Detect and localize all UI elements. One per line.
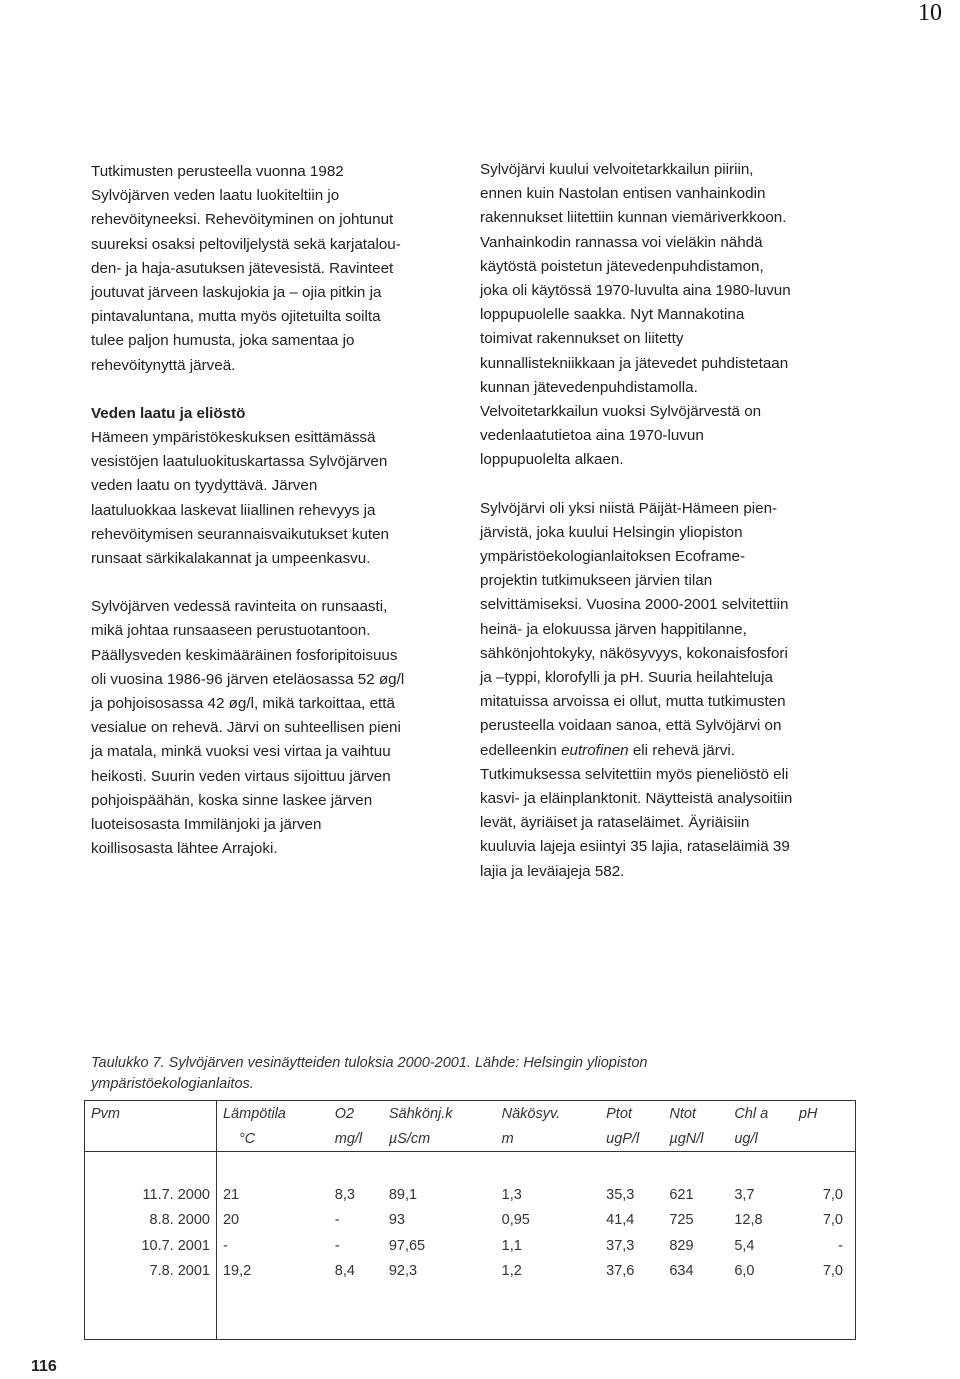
text-line: järvistä, joka kuului Helsingin yliopiston <box>480 523 743 541</box>
unit-header: mg/l <box>329 1126 383 1152</box>
text-line: ennen kuin Nastolan entisen vanhainkodin <box>480 185 766 203</box>
table-cell: 7,0 <box>822 1263 843 1280</box>
table-cell: 12,8 <box>734 1212 763 1229</box>
table-units-row <box>85 1126 856 1152</box>
table-cell: 37,3 <box>606 1237 635 1254</box>
table-caption <box>91 1053 811 1095</box>
unit-header <box>85 1126 217 1152</box>
intro-paragraph <box>91 160 471 378</box>
page-number-top: 10 <box>918 0 942 26</box>
text-line: pintavaluntana, mutta myös ojitetuilta soilta <box>91 308 381 326</box>
table-cell: 6,0 <box>734 1263 755 1280</box>
table-cell: 634 <box>669 1263 694 1280</box>
text-line: rehevöitymisen seurannaisvaikutukset kuten <box>91 525 390 543</box>
table-cell: 89,1 <box>388 1186 418 1203</box>
text-line: suureksi osaksi peltoviljelystä sekä karjatalou- <box>91 235 401 253</box>
column-header: Lämpötila <box>222 1105 286 1122</box>
text-line: Päällysveden keskimääräinen fosforipitoisuus <box>91 646 398 664</box>
table-cell: 5,4 <box>734 1237 755 1254</box>
table-header-row <box>85 1101 856 1127</box>
text-line: rehevöityneeksi. Rehevöityminen on johtunut <box>91 211 394 229</box>
text-line: heinä- ja elokuussa järven happitilanne, <box>480 620 747 638</box>
text-line: sähkönjohtokyky, näkösyvyys, kokonaisfosfori <box>480 644 788 662</box>
page-number-bottom: 116 <box>31 1358 57 1375</box>
table-cell: 19,2 <box>222 1263 252 1280</box>
text-line: loppupuolelta alkaen. <box>480 451 624 469</box>
caption-line: ympäristöekologianlaitos. <box>91 1076 254 1092</box>
section-heading: Veden laatu ja eliöstö <box>91 404 246 422</box>
table-cell: 1,1 <box>501 1237 522 1254</box>
water-quality-paragraph <box>91 426 471 571</box>
text-line: ja –typpi, klorofylli ja pH. Suuria heilahteluja <box>480 669 773 687</box>
unit-header: °C <box>216 1126 328 1152</box>
text-line: oli vuosina 1986-96 järven eteläosassa 52 øg/l <box>91 670 405 688</box>
text-line: kuuluvia lajeja esiintyi 35 lajia, rataseläimiä 39 <box>480 838 790 856</box>
unit-header: ugP/l <box>600 1126 663 1152</box>
table-cell: 8.8. 2000 <box>85 1208 217 1234</box>
table-cell: 0,95 <box>501 1212 530 1229</box>
column-header: O2 <box>334 1105 355 1122</box>
text-line: Tutkimusten perusteella vuonna 1982 <box>91 163 344 180</box>
text-line: ja pohjoisosassa 42 øg/l, mikä tarkoittaa, että <box>91 695 395 713</box>
text-line: vesistöjen laatuluokituskartassa Sylvöjärven <box>91 453 388 471</box>
table-cell: 37,6 <box>606 1263 635 1280</box>
text-line: toimivat rakennukset on liitetty <box>480 330 684 348</box>
table-cell: - <box>334 1237 340 1254</box>
text-line: vesialue on rehevä. Järvi on suhteellisen pieni <box>91 719 401 737</box>
table-cell: 725 <box>669 1212 694 1229</box>
text-line: koillisosasta lähtee Arrajoki. <box>91 840 278 858</box>
unit-header: µS/cm <box>383 1126 496 1152</box>
table-cell: 829 <box>669 1237 694 1254</box>
text-line: veden laatu on tyydyttävä. Järven <box>91 477 318 495</box>
table-cell: - <box>222 1237 228 1254</box>
column-header: Sähkönj.k <box>388 1105 453 1122</box>
text-line: Tutkimuksessa selvitettiin myös pieneliöstö eli <box>480 765 789 783</box>
table-cell: - <box>838 1237 843 1254</box>
text-line: ja matala, minkä vuoksi vesi virtaa ja vaihtuu <box>91 743 391 761</box>
text-line: loppupuolelle saakka. Nyt Mannakotina <box>480 306 745 324</box>
italic-term: eutrofinen <box>561 741 629 759</box>
table-cell: 7,0 <box>822 1186 843 1203</box>
unit-header: m <box>496 1126 601 1152</box>
table-cell-empty <box>85 1152 217 1183</box>
text-line: rehevöitynyttä järveä. <box>91 356 236 374</box>
text-line: luoteisosasta Immilänjoki ja järven <box>91 816 322 834</box>
text-line: levät, äyriäiset ja rataseläimet. Äyriäisiin <box>480 814 750 832</box>
table-cell: - <box>334 1212 340 1229</box>
text-line: Velvoitetarkkailun vuoksi Sylvöjärvestä on <box>480 403 762 421</box>
text-line-with-italic <box>480 739 860 763</box>
table-row <box>85 1259 856 1285</box>
table-row <box>85 1233 856 1259</box>
text-line: joutuvat järveen laskujokia ja – ojia pitkin ja <box>91 284 382 302</box>
table-cell: 621 <box>669 1186 694 1203</box>
text-line: rakennukset liitettiin kunnan viemäriverkkoon. <box>480 209 787 227</box>
column-header: Näkösyv. <box>501 1105 561 1122</box>
text-line: projektin tutkimukseen järvien tilan <box>480 572 713 590</box>
text-line: Vanhainkodin rannassa voi vieläkin nähdä <box>480 233 763 251</box>
unit-header: µgN/l <box>663 1126 728 1152</box>
table-cell-empty <box>85 1284 217 1340</box>
text-fragment: edelleenkin <box>480 741 562 759</box>
table-cell: 7,0 <box>822 1212 843 1229</box>
text-line: Sylvöjärven veden laatu luokiteltiin jo <box>91 187 340 205</box>
text-line: runsaat särkikalakannat ja umpeenkasvu. <box>91 550 371 568</box>
table-cell: 10.7. 2001 <box>85 1233 217 1259</box>
text-line: Sylvöjärvi kuului velvoitetarkkailun piiriin, <box>480 161 754 178</box>
text-line: selvittämiseksi. Vuosina 2000-2001 selvitettiin <box>480 596 789 614</box>
table-cell: 8,3 <box>334 1186 355 1203</box>
text-line: heikosti. Suurin veden virtaus sijoittuu järven <box>91 767 391 785</box>
table-cell: 41,4 <box>606 1212 635 1229</box>
text-line: Sylvöjärvi oli yksi niistä Päijät-Hämeen pien- <box>480 499 778 517</box>
text-line: den- ja haja-asutuksen jätevesistä. Ravinteet <box>91 259 394 277</box>
text-line: käytöstä poistetun jätevedenpuhdistamon, <box>480 257 764 275</box>
text-line: laatuluokkaa laskevat liiallinen rehevyys ja <box>91 501 376 519</box>
water-sample-table <box>84 1100 856 1340</box>
table-cell: 35,3 <box>606 1186 635 1203</box>
table-spacer-row <box>85 1152 856 1183</box>
table-row <box>85 1208 856 1234</box>
caption-line: Taulukko 7. Sylvöjärven vesinäytteiden tuloksia 2000-2001. Lähde: Helsingin yliopiston <box>91 1055 648 1071</box>
table-cell: 92,3 <box>388 1263 418 1280</box>
text-line: tulee paljon humusta, joka samentaa jo <box>91 332 355 350</box>
column-header: Ptot <box>606 1105 632 1122</box>
table-cell-empty <box>216 1152 855 1183</box>
table-row <box>85 1182 856 1208</box>
right-column <box>480 158 860 884</box>
text-line: vedenlaatutietoa aina 1970-luvun <box>480 427 704 445</box>
column-header: Pvm <box>85 1101 217 1127</box>
table-cell: 97,65 <box>388 1237 426 1254</box>
table-spacer-row <box>85 1284 856 1340</box>
text-line: mitatuissa arvoissa ei ollut, mutta tutkimusten <box>480 693 786 711</box>
text-line: kunnan jätevedenpuhdistamolla. <box>480 378 698 396</box>
table-cell: 7.8. 2001 <box>85 1259 217 1285</box>
column-header: pH <box>798 1105 818 1122</box>
text-line: Sylvöjärven vedessä ravinteita on runsaasti, <box>91 598 388 616</box>
text-line: mikä johtaa runsaaseen perustuotantoon. <box>91 622 371 640</box>
table-cell: 8,4 <box>334 1263 355 1280</box>
ecoframe-paragraph <box>480 497 860 884</box>
text-line: kasvi- ja eläinplanktonit. Näytteistä analysoitiin <box>480 790 793 808</box>
text-fragment: eli rehevä järvi. <box>628 741 735 759</box>
text-line: perusteella voidaan sanoa, että Sylvöjärvi on <box>480 717 782 735</box>
unit-header <box>793 1126 856 1152</box>
unit-header: ug/l <box>728 1126 793 1152</box>
table-cell: 1,3 <box>501 1186 522 1203</box>
table-cell: 20 <box>222 1212 240 1229</box>
table-cell: 1,2 <box>501 1263 522 1280</box>
table-cell: 93 <box>388 1212 405 1229</box>
left-column <box>91 160 471 861</box>
text-line: lajia ja leväiajeja 582. <box>480 862 625 880</box>
monitoring-paragraph <box>480 158 860 473</box>
table-cell-empty <box>216 1284 855 1340</box>
text-line: joka oli käytössä 1970-luvulta aina 1980-luvun <box>480 282 791 300</box>
column-header: Ntot <box>669 1105 696 1122</box>
text-line: ympäristöekologianlaitoksen Ecoframe- <box>480 548 746 566</box>
table-cell: 3,7 <box>734 1186 755 1203</box>
table-cell: 11.7. 2000 <box>85 1182 217 1208</box>
text-line: pohjoispäähän, koska sinne laskee järven <box>91 791 373 809</box>
text-line: kunnallistekniikkaan ja jätevedet puhdistetaan <box>480 354 789 372</box>
table-cell: 21 <box>222 1186 240 1203</box>
column-header: Chl a <box>734 1105 769 1122</box>
text-line: Hämeen ympäristökeskuksen esittämässä <box>91 429 376 447</box>
nutrients-paragraph <box>91 595 471 861</box>
